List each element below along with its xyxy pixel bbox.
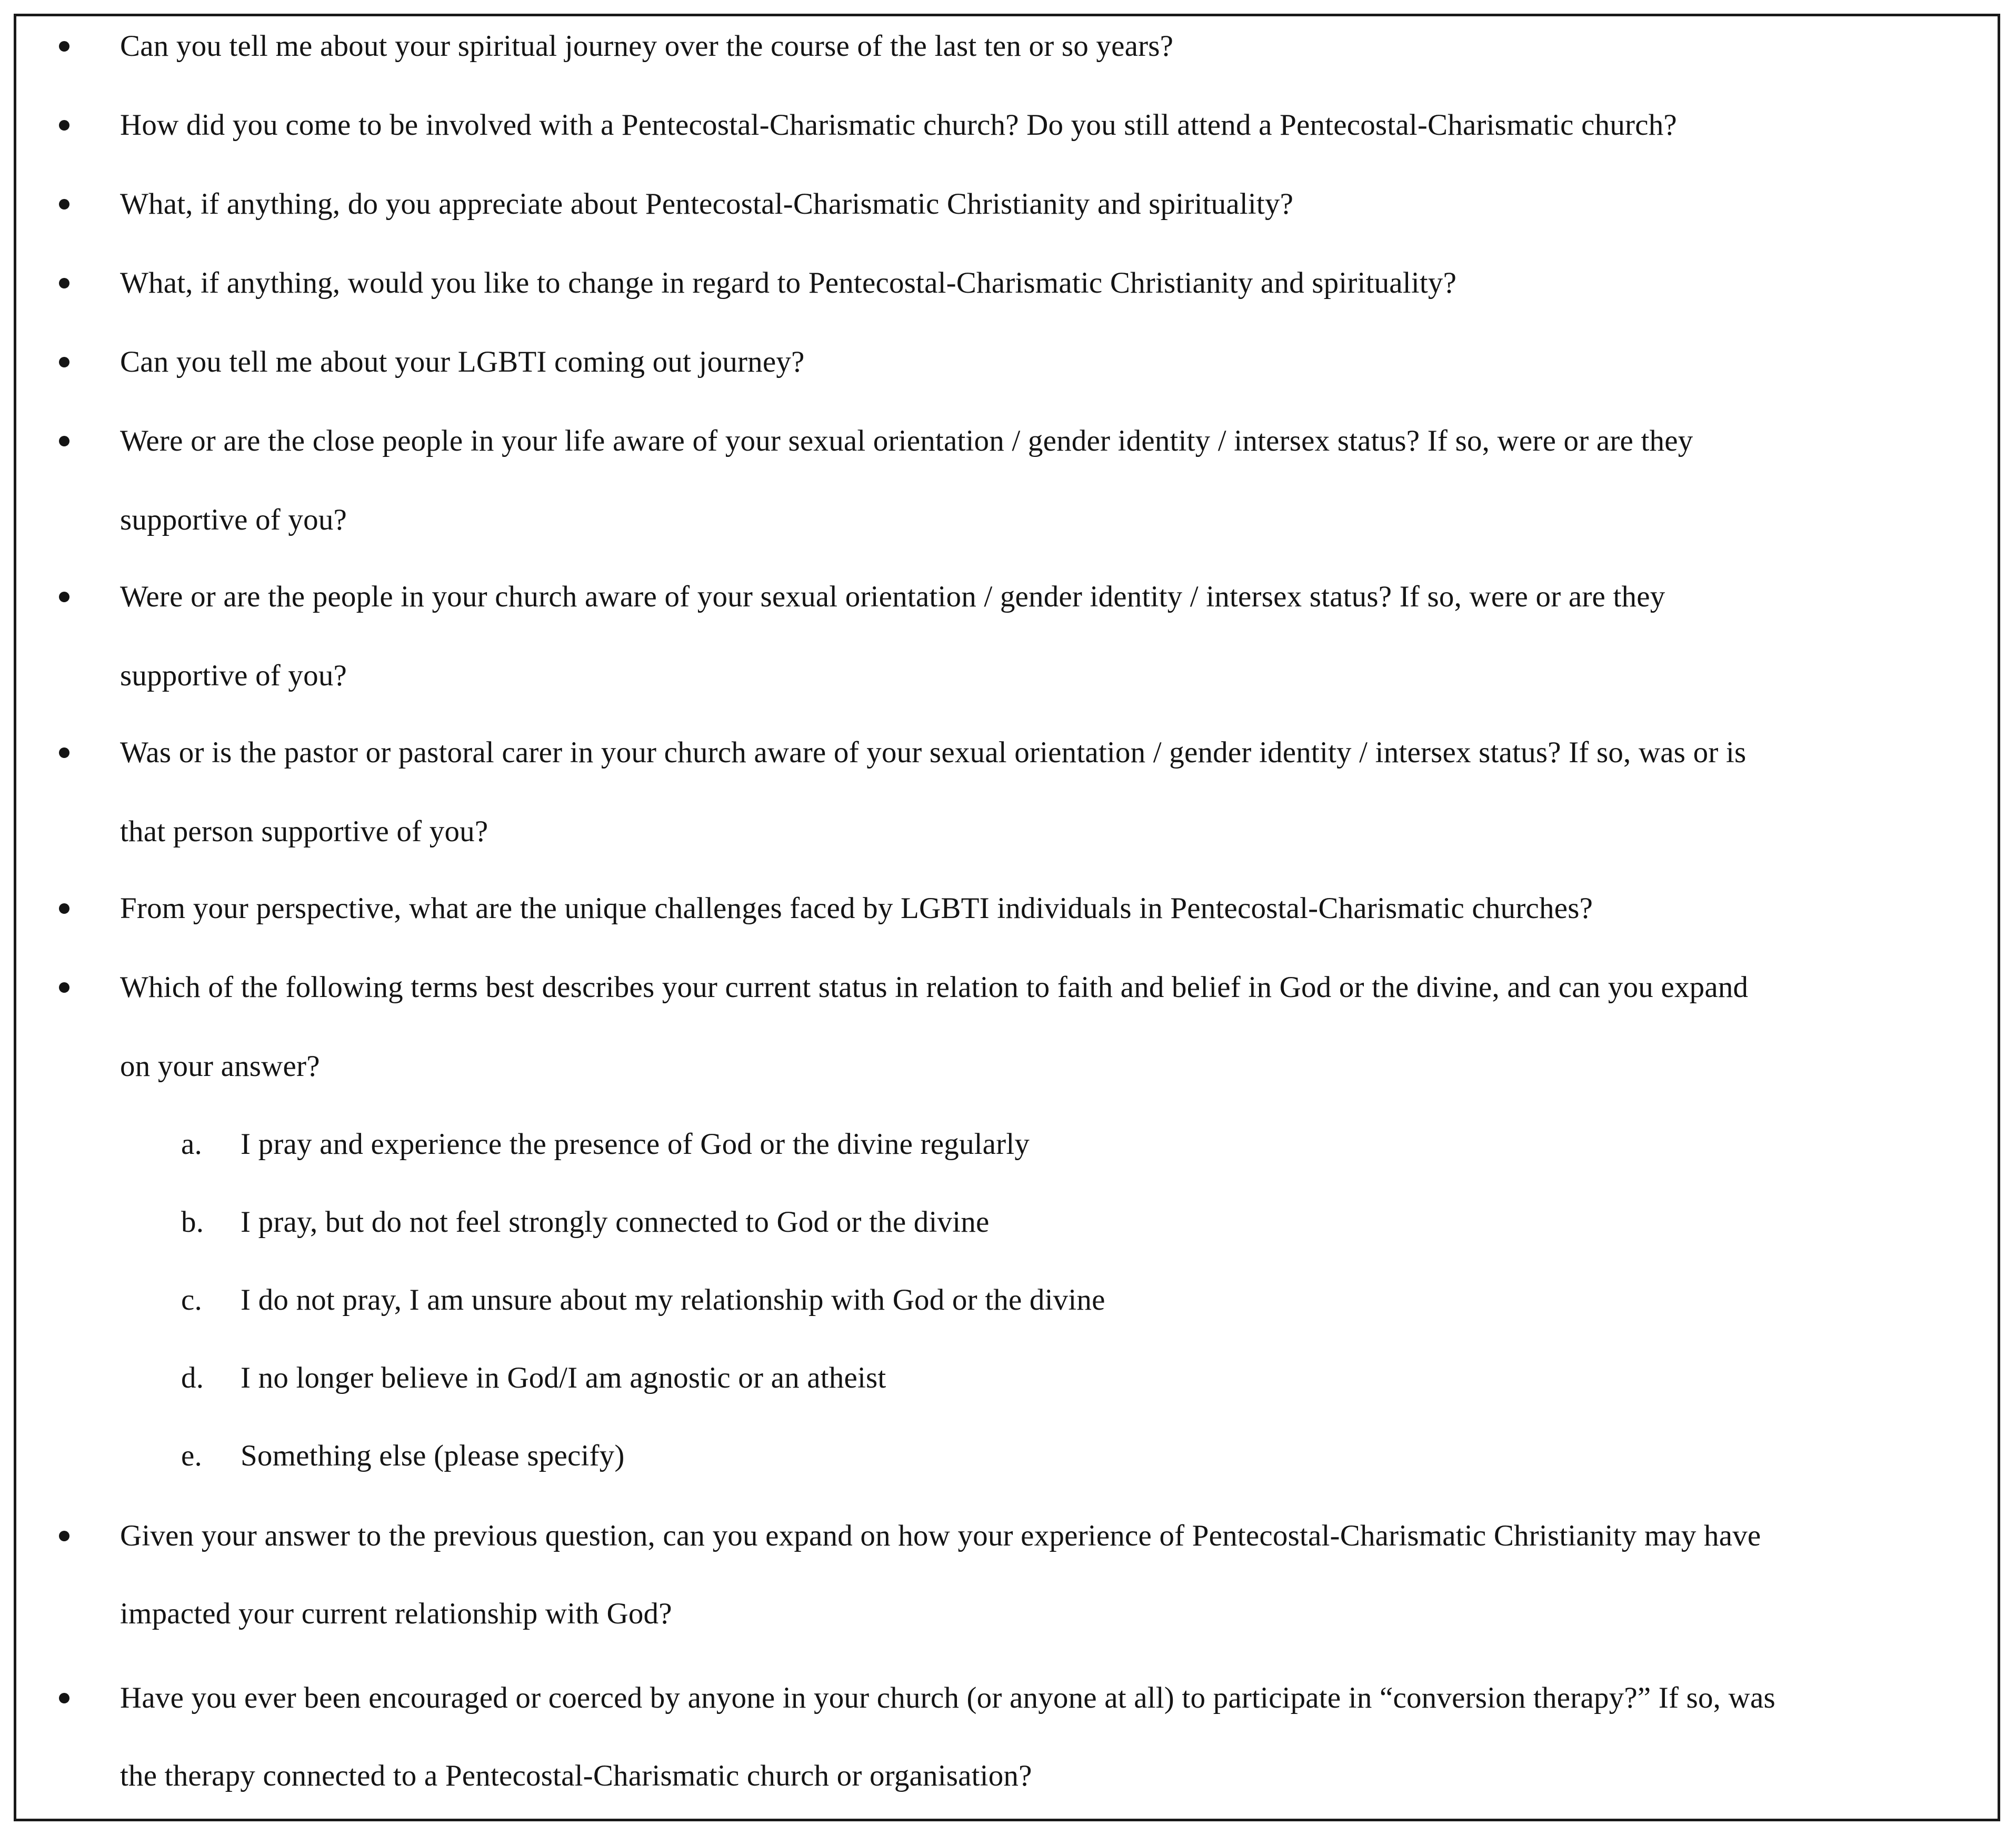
question-11-line-2: impacted your current relationship with God? [120,1597,672,1630]
question-10-line-1: Which of the following terms best describes your current status in relation to faith and belief in God or the divine, and can you expand [120,971,1749,1004]
bullet-marker [59,1693,69,1703]
bullet-marker [59,357,69,367]
question-5-line-1: Can you tell me about your LGBTI coming out journey? [120,345,805,378]
question-4-line-1: What, if anything, would you like to change in regard to Pentecostal-Charismatic Christianity and spirituality? [120,266,1457,300]
option-label-e: e. [181,1439,202,1472]
question-7-line-1: Were or are the people in your church aware of your sexual orientation / gender identity / intersex status? If so, were or are they [120,580,1665,613]
bullet-marker [59,592,69,602]
question-10-line-2: on your answer? [120,1050,320,1083]
question-8-line-2: that person supportive of you? [120,815,488,848]
bullet-marker [59,199,69,210]
option-label-b: b. [181,1205,204,1239]
question-8-line-1: Was or is the pastor or pastoral carer in your church aware of your sexual orientation / gender identity / intersex status? If so, was or is [120,736,1746,769]
question-6-line-2: supportive of you? [120,503,347,536]
bullet-marker [59,747,69,758]
question-12-line-2: the therapy connected to a Pentecostal-Charismatic church or organisation? [120,1759,1032,1792]
question-2-line-1: How did you come to be involved with a Pentecostal-Charismatic church? Do you still attend a Pentecostal-Charismatic church? [120,108,1677,142]
bullet-marker [59,41,69,52]
question-3-line-1: What, if anything, do you appreciate about Pentecostal-Charismatic Christianity and spirituality? [120,187,1294,221]
bullet-marker [59,1531,69,1541]
bullet-marker [59,278,69,288]
option-text-c: I do not pray, I am unsure about my relationship with God or the divine [241,1283,1105,1317]
bullet-marker [59,903,69,914]
question-7-line-2: supportive of you? [120,659,347,692]
bullet-marker [59,120,69,131]
option-label-a: a. [181,1128,202,1161]
question-1-line-1: Can you tell me about your spiritual journey over the course of the last ten or so years? [120,29,1174,63]
bullet-marker [59,982,69,993]
option-text-a: I pray and experience the presence of God or the divine regularly [241,1128,1030,1161]
question-11-line-1: Given your answer to the previous question, can you expand on how your experience of Pentecostal-Charismatic Christianity may have [120,1519,1761,1552]
question-6-line-1: Were or are the close people in your life aware of your sexual orientation / gender identity / intersex status? If so, were or are they [120,424,1693,457]
option-text-e: Something else (please specify) [241,1439,625,1472]
option-label-c: c. [181,1283,202,1317]
question-12-line-1: Have you ever been encouraged or coerced by anyone in your church (or anyone at all) to participate in “conversion therapy?” If so, was [120,1681,1775,1714]
option-text-d: I no longer believe in God/I am agnostic or an atheist [241,1361,886,1394]
option-label-d: d. [181,1361,204,1394]
bullet-marker [59,436,69,446]
question-9-line-1: From your perspective, what are the unique challenges faced by LGBTI individuals in Pentecostal-Charismatic churches? [120,892,1593,925]
option-text-b: I pray, but do not feel strongly connected to God or the divine [241,1205,990,1239]
